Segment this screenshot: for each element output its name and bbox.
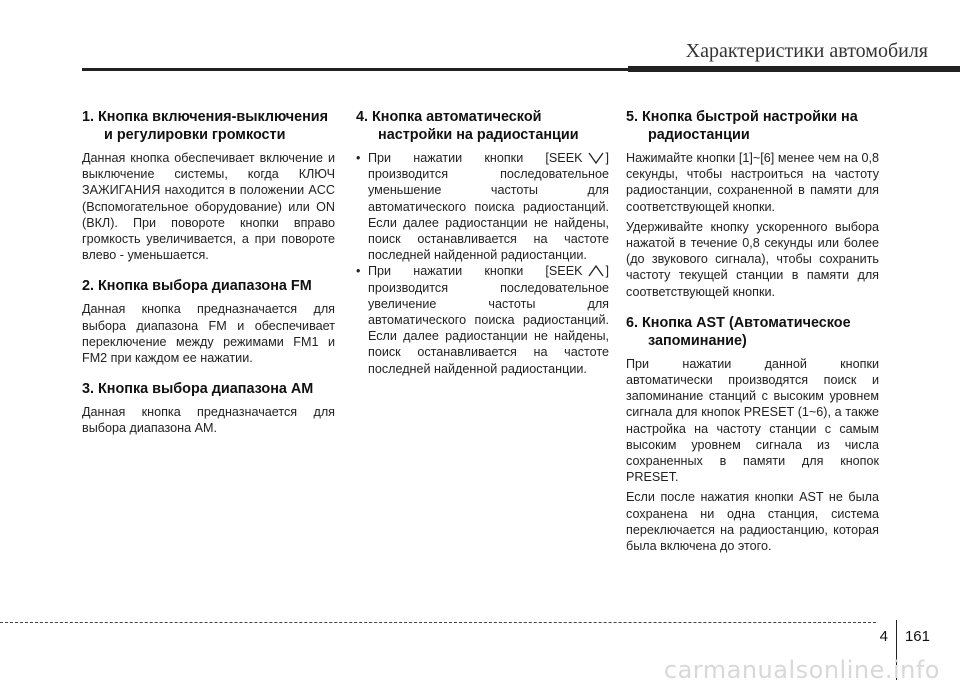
seek-list (356, 150, 609, 377)
chapter-number: 4 (879, 628, 888, 645)
column-2 (356, 108, 609, 377)
section-5-paragraph-1: Нажимайте кнопки [1]~[6] менее чем на 0,8 секунды, чтобы настроиться на частоту радиостанции, сохраненной в памяти для соответствующей кнопки. (626, 151, 879, 214)
seek-up-prefix: При нажатии кнопки [SEEK (368, 264, 583, 279)
section-2-body: Данная кнопка предназначается для выбора диапазона FM и обеспечивает переключение между режимами FM1 и FM2 при каждом ее нажатии. (82, 302, 335, 366)
chevron-up-icon (587, 264, 605, 278)
section-6-paragraph-2: Если после нажатия кнопки AST не была сохранена ни одна станция, система переключается на радиостанцию, которая была включена до этого. (626, 490, 879, 554)
seek-down-prefix: При нажатии кнопки [SEEK (368, 151, 583, 165)
bullet-icon: • (356, 264, 361, 279)
list-item-seek-up (356, 263, 609, 376)
list-item-seek-down (356, 150, 609, 263)
section-3-title: 3. Кнопка выбора диапазона AM (82, 381, 314, 398)
seek-up-text: ] производится последовательное увеличение частоты для автоматического поиска радиостанций. Если далее радиостанции не найдены, поиск останавливается на частоте последней найденной радиостанции. (368, 264, 609, 376)
section-3-body: Данная кнопка предназначается для выбора диапазона AM. (82, 405, 335, 436)
section-5-paragraph-2: Удерживайте кнопку ускоренного выбора нажатой в течение 0,8 секунды или более (до звукового сигнала), чтобы сохранить частоту текущей станции в памяти для соответствующей кнопки. (626, 219, 879, 299)
section-6-title: 6. Кнопка AST (Автоматическое запоминание) (626, 314, 851, 349)
column-1 (82, 108, 335, 441)
page-number-value: 161 (904, 628, 930, 645)
bullet-icon: • (356, 151, 361, 165)
section-1-body: Данная кнопка обеспечивает включение и выключение системы, когда КЛЮЧ ЗАЖИГАНИЯ находится в положении ACC (Вспомогательное оборудование) или ON (ВКЛ). При повороте кнопки вправо громкость увеличивается, а при повороте влево - уменьшается. (82, 151, 335, 263)
section-6-paragraph-1: При нажатии данной кнопки автоматически производятся поиск и запоминание станций с высоким уровнем сигнала для кнопок PRESET (1~6), а также настройка на частоту станции с самым высоким уровнем сигнала из числа сохраненных в памяти для кнопок PRESET. (626, 356, 879, 485)
section-4-title: 4. Кнопка автоматической настройки на радиостанции (356, 109, 579, 143)
page-header-title: Характеристики автомобиля (685, 40, 928, 62)
seek-down-text: ] производится последовательное уменьшение частоты для автоматического поиска радиостанций. Если далее радиостанции не найдены, поиск останавливается на частоте последней найденной радиостанции. (368, 151, 609, 263)
chevron-down-icon (587, 151, 605, 165)
section-2-title: 2. Кнопка выбора диапазона FM (82, 278, 312, 295)
section-1-title: 1. Кнопка включения-выключения и регулировки громкости (82, 109, 329, 143)
column-3 (626, 108, 879, 558)
footer-dashed-rule (0, 622, 876, 623)
header-rule-accent (628, 66, 960, 72)
watermark: carmanualsonline.info (663, 656, 940, 684)
section-5-title: 5. Кнопка быстрой настройки на радиостанции (626, 109, 858, 143)
